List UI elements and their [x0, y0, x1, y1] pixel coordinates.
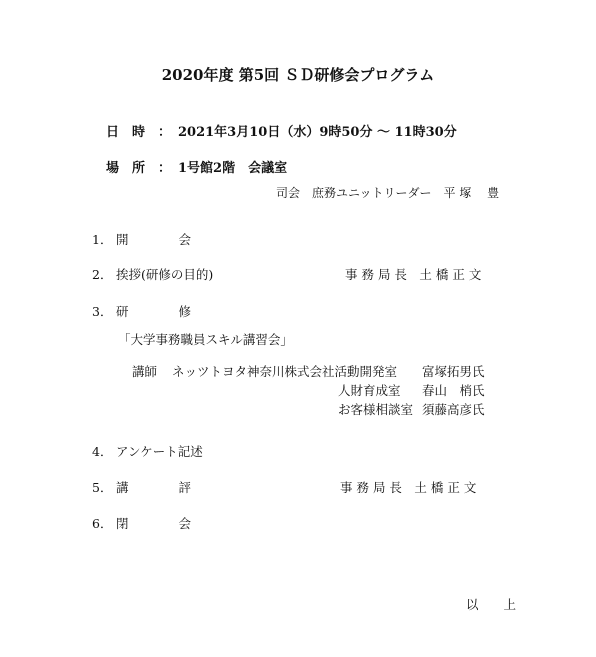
lecturer-company: ネッツトヨタ神奈川株式会社活動開発室: [172, 364, 398, 379]
item-1-label: 開 会: [116, 232, 192, 247]
item-2-person: 事 務 局 長 土 橋 正 文: [345, 267, 482, 282]
date-value: 2021年3月10日（水）9時50分 〜 11時30分: [178, 125, 457, 140]
item-1-number: 1．: [92, 232, 113, 247]
item-5-number: 5．: [92, 480, 113, 495]
lecturer-label: 講師: [132, 364, 158, 379]
date-label: 日 時 ：: [106, 125, 172, 140]
place-label: 場 所 ：: [106, 161, 172, 176]
lecturer-2: 春山 梢氏: [422, 383, 485, 398]
lecturer-1: 富塚拓男氏: [422, 364, 485, 379]
training-topic: 「大学事務職員スキル講習会」: [118, 332, 293, 347]
lecturer-3: 須藤高彦氏: [422, 402, 485, 417]
lecturer-3-dept: お客様相談室: [338, 402, 414, 417]
item-5-label: 講 評: [116, 480, 192, 495]
chairperson: 司会 庶務ユニットリーダー 平 塚 豊: [276, 186, 500, 200]
item-6-number: 6．: [92, 516, 113, 531]
item-6-label: 閉 会: [116, 516, 192, 531]
closing-mark: 以 上: [466, 597, 517, 612]
item-3-label: 研 修: [116, 304, 192, 319]
item-2-label: 挨拶(研修の目的): [116, 267, 214, 282]
item-5-person: 事 務 局 長 土 橋 正 文: [340, 480, 477, 495]
lecturer-2-dept: 人財育成室: [338, 383, 401, 398]
document-title: 2020年度 第5回 ＳＤ研修会プログラム: [161, 66, 435, 84]
item-4-label: アンケート記述: [116, 444, 203, 459]
item-4-number: 4．: [92, 444, 113, 459]
item-2-number: 2．: [92, 267, 113, 282]
item-3-number: 3．: [92, 304, 113, 319]
place-value: 1号館2階 会議室: [178, 161, 288, 176]
